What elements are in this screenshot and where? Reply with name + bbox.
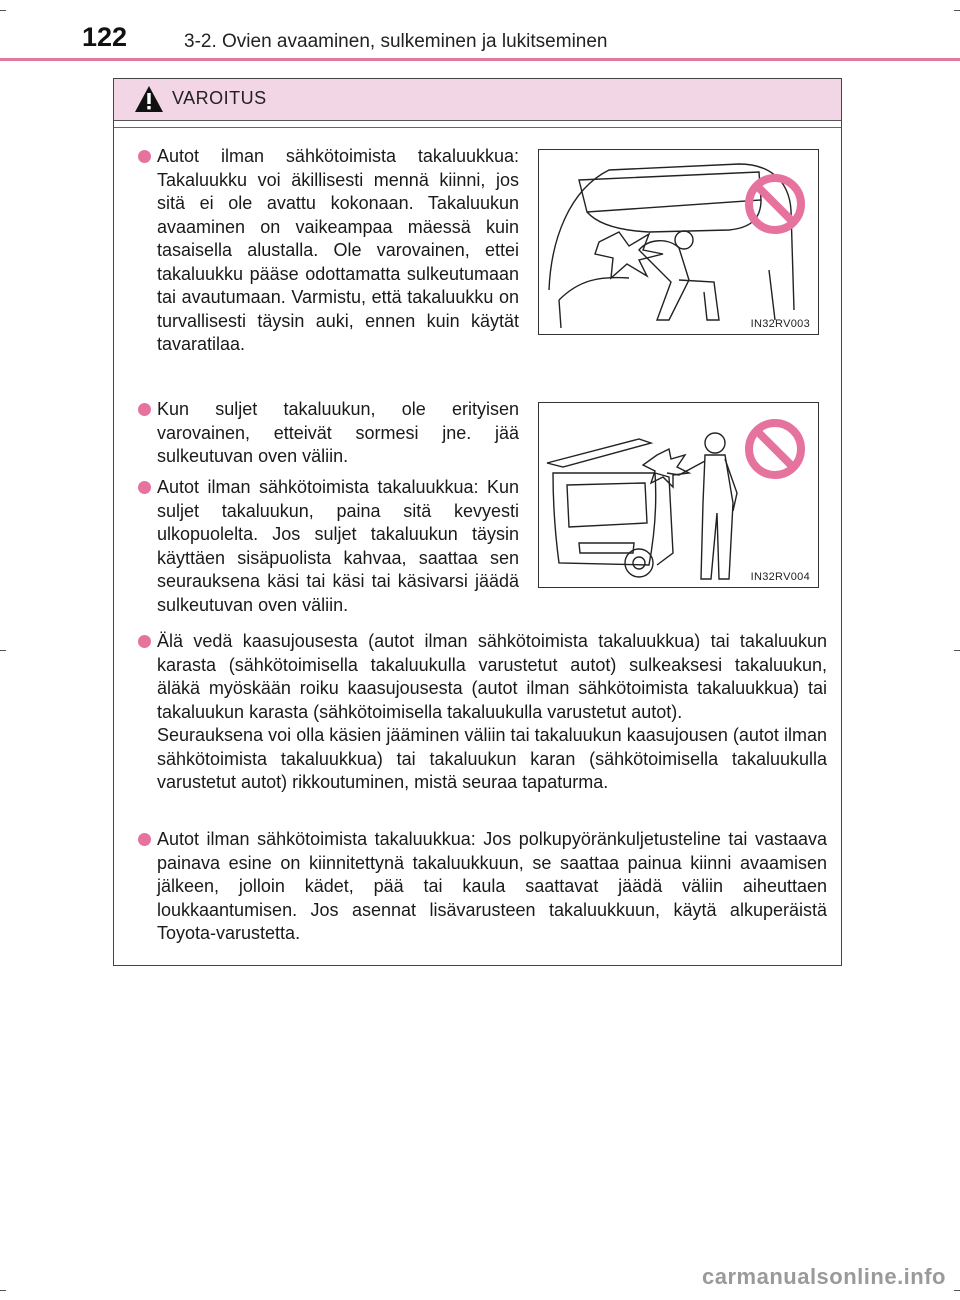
illustration-code: IN32RV003 bbox=[750, 318, 810, 330]
bullet-icon bbox=[138, 403, 151, 416]
illustration-code: IN32RV004 bbox=[750, 571, 810, 583]
crop-mark bbox=[954, 650, 960, 651]
warning-item bbox=[157, 828, 827, 946]
warning-item bbox=[157, 398, 519, 469]
chapter-title: 3-2. Ovien avaaminen, sulkeminen ja lukitseminen bbox=[184, 31, 608, 52]
warning-triangle-icon bbox=[134, 85, 164, 118]
warning-item-text: Kun suljet takaluukun, ole erityisen varovainen, etteivät sormesi jne. jää sulkeutuvan oven väliin. bbox=[157, 399, 519, 466]
page-number: 122 bbox=[82, 22, 128, 52]
illustration-tailgate-sitting bbox=[538, 149, 819, 335]
bullet-icon bbox=[138, 150, 151, 163]
warning-item bbox=[157, 630, 827, 795]
warning-item-text: Älä vedä kaasujousesta (autot ilman sähkötoimista takaluukkua) tai takaluukun karasta (sähkötoimisella takaluukulla varustetut autot) sulkeaksesi takaluukun, äläkä myöskään roiku kaasujousesta (autot ilman sähkötoimista takaluukkua) tai takaluukun karasta (sähkötoimisella takaluukulla varustetut autot). bbox=[157, 631, 827, 722]
crop-mark bbox=[0, 1290, 6, 1291]
warning-title: VAROITUS bbox=[172, 88, 267, 108]
crop-mark bbox=[954, 1290, 960, 1291]
crop-mark bbox=[0, 650, 6, 651]
bullet-icon bbox=[138, 481, 151, 494]
warning-item-text: Autot ilman sähkötoimista takaluukkua: Jos polkupyöränkuljetusteline tai vastaava painava esine on kiinnitettynä takaluukkuun, se saattaa painua kiinni avaamisen jälkeen, jolloin kädet, pää tai kaula saattavat jäädä väliin aiheuttaen loukkaantumisen. Jos asennat lisävarusteen takaluukkuun, käytä alkuperäistä Toyota-varustetta. bbox=[157, 829, 827, 943]
bullet-icon bbox=[138, 833, 151, 846]
illustration-tailgate-closing bbox=[538, 402, 819, 588]
warning-item-note: Seurauksena voi olla käsien jääminen väliin tai takaluukun kaasujousen (autot ilman sähkötoimista takaluukkua) tai takaluukun karan (sähkötoimisella takaluukulla varustetut autot) rikkoutuminen, mistä seuraa tapaturma. bbox=[157, 725, 827, 792]
footer-watermark: carmanualsonline.info bbox=[702, 1264, 946, 1289]
warning-item-text: Autot ilman sähkötoimista takaluukkua: Kun suljet takaluukun, paina sitä kevyesti ulkopuolelta. Jos suljet takaluukun täysin käyttäen sisäpuolista kahvaa, saattaa sen seurauksena käsi tai käsi tai käsivarsi jäädä sulkeutuvan oven väliin. bbox=[157, 477, 519, 615]
warning-rule bbox=[114, 127, 841, 128]
header-rule bbox=[0, 58, 960, 61]
warning-item-text: Autot ilman sähkötoimista takaluukkua: Takaluukku voi äkillisesti mennä kiinni, jos sitä ei ole avattu kokonaan. Takaluukun avaaminen on vaikeampaa mäessä kuin tasaisella alustalla. Ole varovainen, ettei takaluukku pääse odottamatta sulkeutumaan tai avautumaan. Varmistu, että takaluukku on turvallisesti täysin auki, ennen kuin käytät tavaratilaa. bbox=[157, 146, 519, 354]
page-header bbox=[0, 0, 960, 62]
warning-header bbox=[114, 79, 841, 121]
warning-item bbox=[157, 476, 519, 617]
bullet-icon bbox=[138, 635, 151, 648]
warning-item bbox=[157, 145, 519, 357]
warning-box bbox=[113, 78, 842, 966]
